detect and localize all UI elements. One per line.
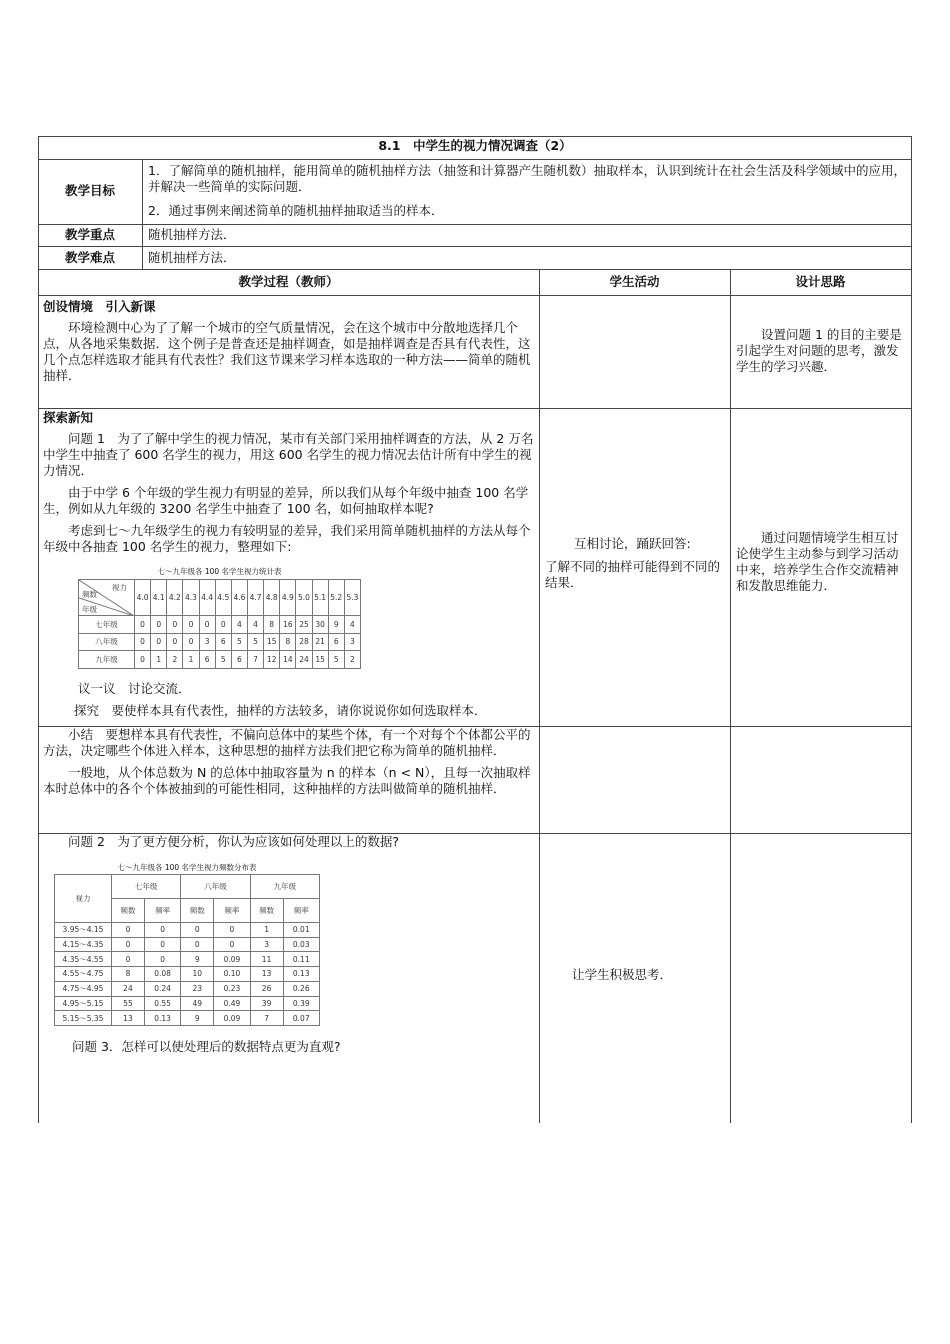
border-under-goals: [38, 224, 912, 225]
table2-sub-header: 频数: [112, 899, 145, 923]
table1-cell: 12: [264, 651, 280, 669]
table2-cell: 13: [250, 967, 283, 982]
table1-cell: 2: [344, 651, 360, 669]
table1-cell: 15: [312, 651, 328, 669]
question-1: 问题 1 为了了解中学生的视力情况，某市有关部门采用抽样调查的方法，从 2 万名中学生中抽查了 600 名学生的视力，用这 600 名学生的视力情况去估计所有中学生的视力情况．: [43, 431, 534, 478]
table1-cell: 1: [151, 651, 167, 669]
table1-cell: 25: [296, 616, 312, 634]
table2-cell: 0.01: [283, 923, 319, 938]
question-3: 问题 3．怎样可以使处理后的数据特点更为直观?: [72, 1039, 341, 1054]
summary-block: [43, 727, 536, 797]
corner-top: 视力: [112, 583, 127, 592]
table2-cell: 8: [112, 967, 145, 982]
table2-grade-header: 七年级: [112, 875, 181, 899]
table2-cell: 0.23: [214, 981, 250, 996]
table1-cell: 0: [135, 651, 151, 669]
table1-col-header: 5.1: [312, 580, 328, 616]
table2-sub-header: 频率: [144, 899, 180, 923]
table1-cell: 8: [264, 616, 280, 634]
table1-cell: 6: [215, 633, 231, 651]
table2-cell: 0.24: [144, 981, 180, 996]
table1-cell: 15: [264, 633, 280, 651]
section2-design: 通过问题情境学生相互讨论使学生主动参与到学习活动中来，培养学生合作交流精神和发散思维能力．: [736, 530, 899, 593]
table1-col-header: 4.9: [280, 580, 296, 616]
student-activity-3: 让学生积极思考．: [572, 967, 673, 982]
table2-cell: 4.35～4.55: [55, 952, 112, 967]
table1-cell: 6: [231, 651, 247, 669]
table2-cell: 0: [144, 952, 180, 967]
table2-cell: 0.09: [214, 1011, 250, 1026]
section2-text-block: [43, 431, 536, 555]
difficulty-label: 教学难点: [64, 250, 115, 265]
vision-frequency-table: [54, 874, 320, 1026]
table2-cell: 0: [214, 923, 250, 938]
table1-cell: 6: [199, 651, 215, 669]
table2-cell: 7: [250, 1011, 283, 1026]
table2-cell: 24: [112, 981, 145, 996]
table2-cell: 0: [112, 923, 145, 938]
table2-cell: 0.39: [283, 996, 319, 1011]
table2-cell: 3.95～4.15: [55, 923, 112, 938]
table2-cell: 0.26: [283, 981, 319, 996]
table1-cell: 0: [183, 616, 199, 634]
section2-para-3: 考虑到七～九年级学生的视力有较明显的差异，我们采用简单随机抽样的方法从每个年级中各抽查 100 名学生的视力，整理如下:: [43, 523, 531, 554]
corner-bottom: 年级: [82, 605, 97, 614]
table1-cell: 30: [312, 616, 328, 634]
table1-col-header: 4.5: [215, 580, 231, 616]
border-under-difficulty: [38, 269, 912, 270]
table2-cell: 55: [112, 996, 145, 1011]
border-process-col: [539, 269, 540, 1123]
table2-grade-header: 八年级: [181, 875, 250, 899]
header-student: 学生活动: [609, 274, 660, 289]
table1-cell: 3: [199, 633, 215, 651]
discuss-text: 议一议 讨论交流．: [78, 681, 191, 696]
border-student-col: [730, 269, 731, 1123]
table2-cell: 0.07: [283, 1011, 319, 1026]
table1-col-header: 5.0: [296, 580, 312, 616]
goals-label: 教学目标: [64, 183, 115, 198]
table2-cell: 0.09: [214, 952, 250, 967]
table2-cell: 0.08: [144, 967, 180, 982]
table2-cell: 9: [181, 1011, 214, 1026]
table1-col-header: 4.1: [151, 580, 167, 616]
table1-cell: 0: [183, 633, 199, 651]
table1-cell: 0: [167, 633, 183, 651]
table2-cell: 0: [112, 952, 145, 967]
table2-cell: 0.10: [214, 967, 250, 982]
section1-text-block: [43, 320, 535, 384]
vision-stat-table: [78, 579, 361, 669]
table2-cell: 0.13: [144, 1011, 180, 1026]
table1-cell: 0: [135, 616, 151, 634]
table1-cell: 5: [215, 651, 231, 669]
goals-item-2: 2．通过事例来阐述简单的随机抽样抽取适当的样本．: [148, 203, 444, 218]
table1-cell: 21: [312, 633, 328, 651]
table2-cell: 0: [144, 937, 180, 952]
section1-text: 环境检测中心为了了解一个城市的空气质量情况，会在这个城市中分散地选择几个点，从各地采集数据．这个例子是普查还是抽样调查，如是抽样调查是否具有代表性，这几个点怎样选取才能具有代表性？我们这节课来学习样本选取的一种方法——简单的随机抽样．: [43, 320, 531, 383]
table2-cell: 0: [144, 923, 180, 938]
border-under-key: [38, 246, 912, 247]
table2-grade-header: 九年级: [250, 875, 319, 899]
section2-design-block: [736, 530, 908, 594]
table1-cell: 14: [280, 651, 296, 669]
student-activity-1: 互相讨论，踊跃回答:: [574, 536, 691, 551]
table2-cell: 0.55: [144, 996, 180, 1011]
table2-cell: 0.49: [214, 996, 250, 1011]
border-label-col: [142, 159, 143, 269]
table1-col-header: 4.8: [264, 580, 280, 616]
table1-title: 七～九年级各 100 名学生视力统计表: [157, 567, 282, 576]
border-under-section1: [38, 408, 912, 409]
table2-cell: 0.03: [283, 937, 319, 952]
table2-cell: 0: [214, 937, 250, 952]
table2-cell: 9: [181, 952, 214, 967]
table2-cell: 11: [250, 952, 283, 967]
table1-col-header: 5.2: [328, 580, 344, 616]
table2-cell: 0.13: [283, 967, 319, 982]
table2-title: 七～九年级各 100 名学生视力频数分布表: [117, 863, 257, 872]
table1-cell: 0: [215, 616, 231, 634]
table1-cell: 0: [151, 633, 167, 651]
border-under-title: [38, 159, 912, 160]
section1-design: 设置问题 1 的目的主要是引起学生对问题的思考，激发学生的学习兴趣．: [736, 327, 902, 374]
table1-cell: 0: [167, 616, 183, 634]
goals-item-1: 1．了解简单的随机抽样，能用简单的随机抽样方法（抽签和计算器产生随机数）抽取样本，认识到统计在社会生活及科学领域中的应用，并解决一些简单的实际问题．: [148, 163, 906, 194]
key-point-label: 教学重点: [64, 227, 115, 242]
table2-cell: 23: [181, 981, 214, 996]
table1-col-header: 4.2: [167, 580, 183, 616]
table2-cell: 26: [250, 981, 283, 996]
section1-heading: 创设情境 引入新课: [43, 299, 156, 314]
table1-cell: 1: [183, 651, 199, 669]
table2-cell: 49: [181, 996, 214, 1011]
section1-design-block: [736, 327, 908, 375]
summary-para-1: 小结 要想样本具有代表性，不偏向总体中的某些个体，有一个对每个个体都公平的方法，决定哪些个体进入样本，这种思想的抽样方法我们把它称为简单的随机抽样．: [43, 727, 531, 758]
table2-cell: 10: [181, 967, 214, 982]
table2-cell: 39: [250, 996, 283, 1011]
table1-col-header: 4.7: [247, 580, 263, 616]
table1-cell: 28: [296, 633, 312, 651]
table2-sub-header: 频数: [181, 899, 214, 923]
corner-mid: 频数: [82, 590, 97, 599]
summary-para-2: 一般地，从个体总数为 N 的总体中抽取容量为 n 的样本（n < N），且每一次抽取样本时总体中的各个个体被抽到的可能性相同，这种抽样的方法叫做简单的随机抽样．: [43, 765, 531, 796]
table2-vision-label: 视力: [55, 875, 112, 923]
table2-sub-header: 频数: [250, 899, 283, 923]
table2-cell: 4.95～5.15: [55, 996, 112, 1011]
table2-sub-header: 频率: [214, 899, 250, 923]
question-2: 问题 2 为了更方便分析，你认为应该如何处理以上的数据?: [68, 834, 400, 849]
key-point-value: 随机抽样方法．: [148, 227, 236, 242]
table1-grade: 九年级: [79, 651, 135, 669]
table1-corner: [79, 580, 135, 616]
table1-cell: 6: [328, 633, 344, 651]
table2-cell: 13: [112, 1011, 145, 1026]
border-top: [38, 136, 912, 137]
border-under-headers: [38, 295, 912, 296]
section2-heading: 探索新知: [43, 410, 94, 425]
border-right: [911, 136, 912, 1123]
table1-cell: 8: [280, 633, 296, 651]
table2-cell: 4.15～4.35: [55, 937, 112, 952]
table1-cell: 7: [247, 651, 263, 669]
section2-para-2: 由于中学 6 个年级的学生视力有明显的差异，所以我们从每个年级中抽查 100 名学生，例如从九年级的 3200 名学生中抽查了 100 名，如何抽取样本呢?: [43, 485, 529, 516]
table2-cell: 0: [112, 937, 145, 952]
difficulty-value: 随机抽样方法．: [148, 250, 236, 265]
table2-cell: 0.11: [283, 952, 319, 967]
table1-cell: 0: [151, 616, 167, 634]
table1-cell: 24: [296, 651, 312, 669]
table1-grade: 七年级: [79, 616, 135, 634]
table1-col-header: 5.3: [344, 580, 360, 616]
table2-cell: 4.75～4.95: [55, 981, 112, 996]
table2-cell: 3: [250, 937, 283, 952]
table2-cell: 0: [181, 923, 214, 938]
table1-cell: 16: [280, 616, 296, 634]
table1-col-header: 4.6: [231, 580, 247, 616]
table1-cell: 4: [344, 616, 360, 634]
table1-cell: 0: [199, 616, 215, 634]
table1-cell: 4: [247, 616, 263, 634]
table1-cell: 5: [231, 633, 247, 651]
table1-cell: 0: [135, 633, 151, 651]
table1-cell: 4: [231, 616, 247, 634]
explore-text: 探究 要使样本具有代表性，抽样的方法较多，请你说说你如何选取样本．: [74, 703, 487, 718]
table1-col-header: 4.0: [135, 580, 151, 616]
table1-cell: 5: [247, 633, 263, 651]
table2-sub-header: 频率: [283, 899, 319, 923]
table2-cell: 0: [181, 937, 214, 952]
student-activity-2: 了解不同的抽样可能得到不同的结果．: [545, 559, 721, 590]
table1-cell: 3: [344, 633, 360, 651]
table2-cell: 4.55～4.75: [55, 967, 112, 982]
table1-grade: 八年级: [79, 633, 135, 651]
header-design: 设计思路: [795, 274, 846, 289]
table1-col-header: 4.4: [199, 580, 215, 616]
page-title: 8.1 中学生的视力情况调查（2）: [378, 138, 572, 153]
table1-cell: 2: [167, 651, 183, 669]
table1-cell: 5: [328, 651, 344, 669]
table1-cell: 9: [328, 616, 344, 634]
table2-cell: 5.15～5.35: [55, 1011, 112, 1026]
header-process: 教学过程（教师）: [238, 274, 339, 289]
table2-cell: 1: [250, 923, 283, 938]
table1-col-header: 4.3: [183, 580, 199, 616]
